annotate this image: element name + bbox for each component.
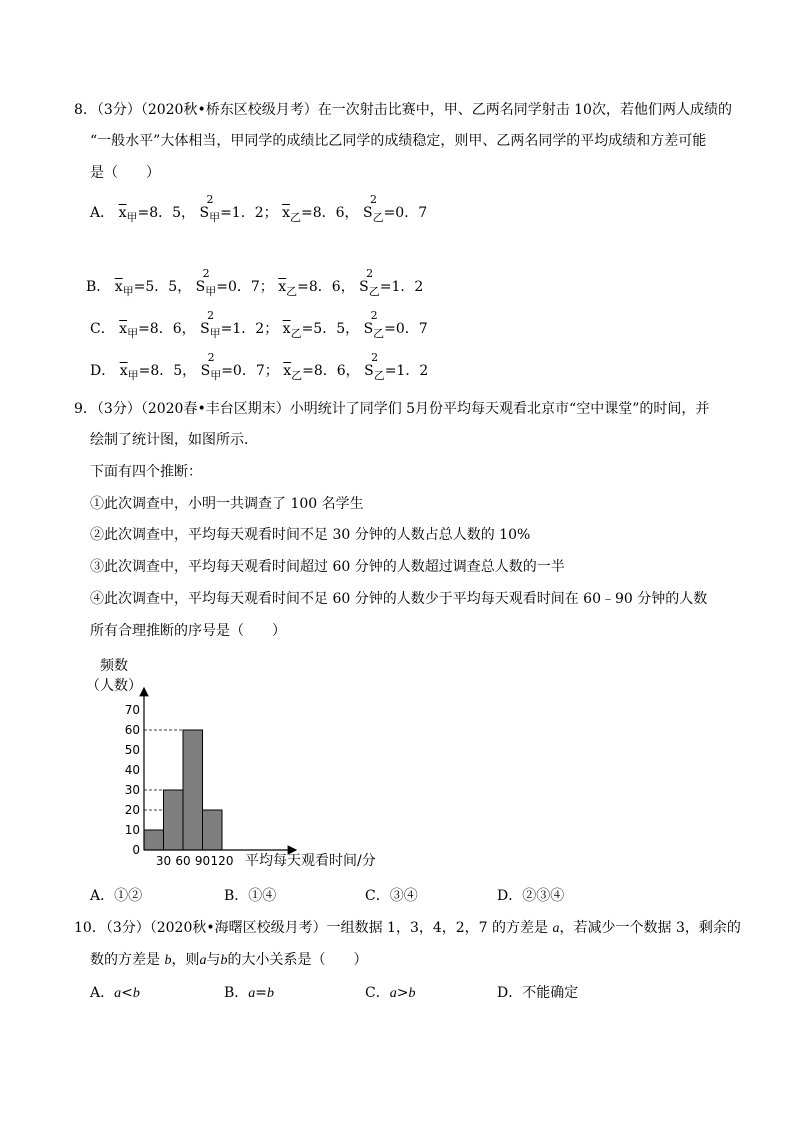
variance-symbol: S 2 [363,309,378,337]
x-tick-label: 120 [210,854,234,868]
q8-option-a[interactable] [90,193,428,224]
q8-option-c[interactable] [90,309,428,340]
value: =1．2 [379,279,424,295]
value: =1．2； [220,321,279,337]
subscript: 乙 [373,369,385,382]
subscript: 乙 [286,285,298,298]
subscript: 乙 [373,327,385,340]
variable: b [164,953,172,968]
value: =1．2 [384,363,429,379]
subscript: 甲 [209,211,221,224]
variable: b [220,953,228,968]
variance-symbol: S 2 [195,267,210,295]
histogram-bar-90 [183,730,203,850]
text: ，若减少一个数据 3，剩余的 [559,920,741,936]
value: =8．6， [300,205,359,221]
mean-symbol: $\overline{x}$ [283,363,292,379]
mean-symbol: $\overline{x}$ [278,279,287,295]
q10-answer-c[interactable] [365,982,415,1002]
y-tick-label: 30 [124,783,140,797]
operator: > [396,985,409,1001]
value: =0．7 [384,321,428,337]
x-tick-label: 30 [155,854,172,868]
variable: a [199,953,207,968]
q9-stem-line-1: 9．（3分）（2020春•丰台区期末）小明统计了同学们 5月份平均每天观看北京市“空中课堂”的时间，并 [74,401,710,417]
histogram-bar-30 [144,830,164,850]
value: =8．5， [137,205,196,221]
q8-stem-line-3: 是（ ） [90,165,160,181]
subscript: 甲 [126,211,138,224]
value: =8．5， [138,363,197,379]
value: =0．7； [221,363,279,379]
option-label: A． [90,205,115,221]
option-label: C． [365,985,390,1001]
q10-stem-line-1 [74,918,741,939]
q9-answer-d[interactable]: D．②③④ [497,888,565,904]
y-tick-label: 70 [124,703,140,717]
y-tick-label: 0 [132,843,140,857]
subscript: 甲 [122,285,134,298]
y-tick-label: 40 [124,763,140,777]
subscript: 乙 [368,285,380,298]
y-axis-label-line1: 频数 [100,658,128,674]
value: =8．6， [138,321,196,337]
mean-symbol: $\overline{x}$ [119,363,128,379]
variable: a [552,921,560,936]
subscript: 乙 [290,327,302,340]
variance-symbol: S 2 [199,193,214,221]
histogram-bar-120 [203,810,223,850]
subscript: 甲 [205,285,217,298]
variable: b [132,986,140,1001]
subscript: 甲 [127,369,139,382]
variable: a [114,986,122,1001]
text: 的大小关系是（ ） [227,952,368,968]
x-tick-label: 90 [194,854,211,868]
q9-stem-line-2: 绘制了统计图，如图所示． [90,432,258,448]
text: ，则 [171,952,200,968]
option-label: D． [497,985,523,1001]
text: 10．（3分）（2020秋•海曙区校级月考）一组数据 1，3，4，2，7 的方差是 [74,920,553,936]
value: =8．6， [302,363,360,379]
q10-answer-d[interactable] [497,982,578,1002]
variance-symbol: S 2 [364,351,379,379]
mean-symbol: $\overline{x}$ [118,205,127,221]
value: =0．7； [216,279,274,295]
option-label: A． [90,985,115,1001]
text: 与 [206,952,221,968]
q9-answer-b[interactable]: B．①④ [224,888,277,904]
mean-symbol: $\overline{x}$ [114,279,123,295]
value: =0．7 [383,205,428,221]
variance-symbol: S 2 [200,351,215,379]
q9-prompt: 所有合理推断的序号是（ ） [90,623,286,639]
value: =5．5， [301,321,360,337]
q8-stem-line-2: “一般水平”大体相当，甲同学的成绩比乙同学的成绩稳定，则甲、乙两名同学的平均成绩和方差可能 [90,133,707,149]
option-label: B． [224,985,249,1001]
histogram-chart [80,650,420,875]
q9-stem-line-3: 下面有四个推断： [90,464,202,480]
mean-symbol: $\overline{x}$ [282,321,291,337]
q8-stem-line-1: 8．（3分）（2020秋•桥东区校级月考）在一次射击比赛中，甲、乙两名同学射击 10次，若他们两人成绩的 [74,102,732,118]
x-axis-label: 平均每天观看时间/分 [245,853,376,869]
q9-statement-4: ④此次调查中，平均每天观看时间不足 60 分钟的人数少于平均每天观看时间在 60﹣90 分钟的人数 [90,591,708,607]
q10-stem-line-2 [90,950,367,971]
q8-option-d[interactable] [90,351,429,382]
variable: a [389,986,397,1001]
q9-answer-a[interactable]: A．①② [90,888,143,904]
variance-symbol: S 2 [200,309,215,337]
option-label: C． [90,321,115,337]
y-tick-label: 50 [124,743,140,757]
value: =5．5， [133,279,192,295]
subscript: 乙 [289,211,301,224]
mean-symbol: $\overline{x}$ [119,321,128,337]
q9-answer-c[interactable]: C．③④ [365,888,418,904]
histogram-bar-60 [164,790,184,850]
subscript: 乙 [372,211,384,224]
q9-statement-1: ①此次调查中，小明一共调查了 100 名学生 [90,496,364,512]
variable: b [408,986,416,1001]
operator: = [255,985,268,1001]
variable: b [267,986,275,1001]
subscript: 甲 [210,369,222,382]
x-tick-label: 60 [175,854,191,868]
text: 数的方差是 [90,952,165,968]
value: =1．2； [220,205,278,221]
variance-symbol: S 2 [359,267,374,295]
subscript: 乙 [291,369,303,382]
operator: < [121,985,133,1001]
y-axis-label-line2: （人数） [86,678,142,694]
q9-statement-2: ②此次调查中，平均每天观看时间不足 30 分钟的人数占总人数的 10% [90,527,531,543]
subscript: 甲 [127,327,139,340]
y-tick-label: 10 [124,823,140,837]
y-tick-label: 60 [124,723,140,737]
answer-text: 不能确定 [522,985,579,1001]
mean-symbol: $\overline{x}$ [282,205,290,221]
q10-answer-a[interactable] [90,982,140,1002]
option-label: D． [90,363,116,379]
q10-answer-b[interactable] [224,982,274,1002]
q8-option-b[interactable] [86,267,424,298]
variable: a [248,986,256,1001]
option-label: B． [86,279,111,295]
variance-symbol: S 2 [362,193,377,221]
q9-statement-3: ③此次调查中，平均每天观看时间超过 60 分钟的人数超过调查总人数的一半 [90,559,565,575]
subscript: 甲 [209,327,221,340]
y-tick-label: 20 [124,803,140,817]
value: =8．6， [297,279,355,295]
